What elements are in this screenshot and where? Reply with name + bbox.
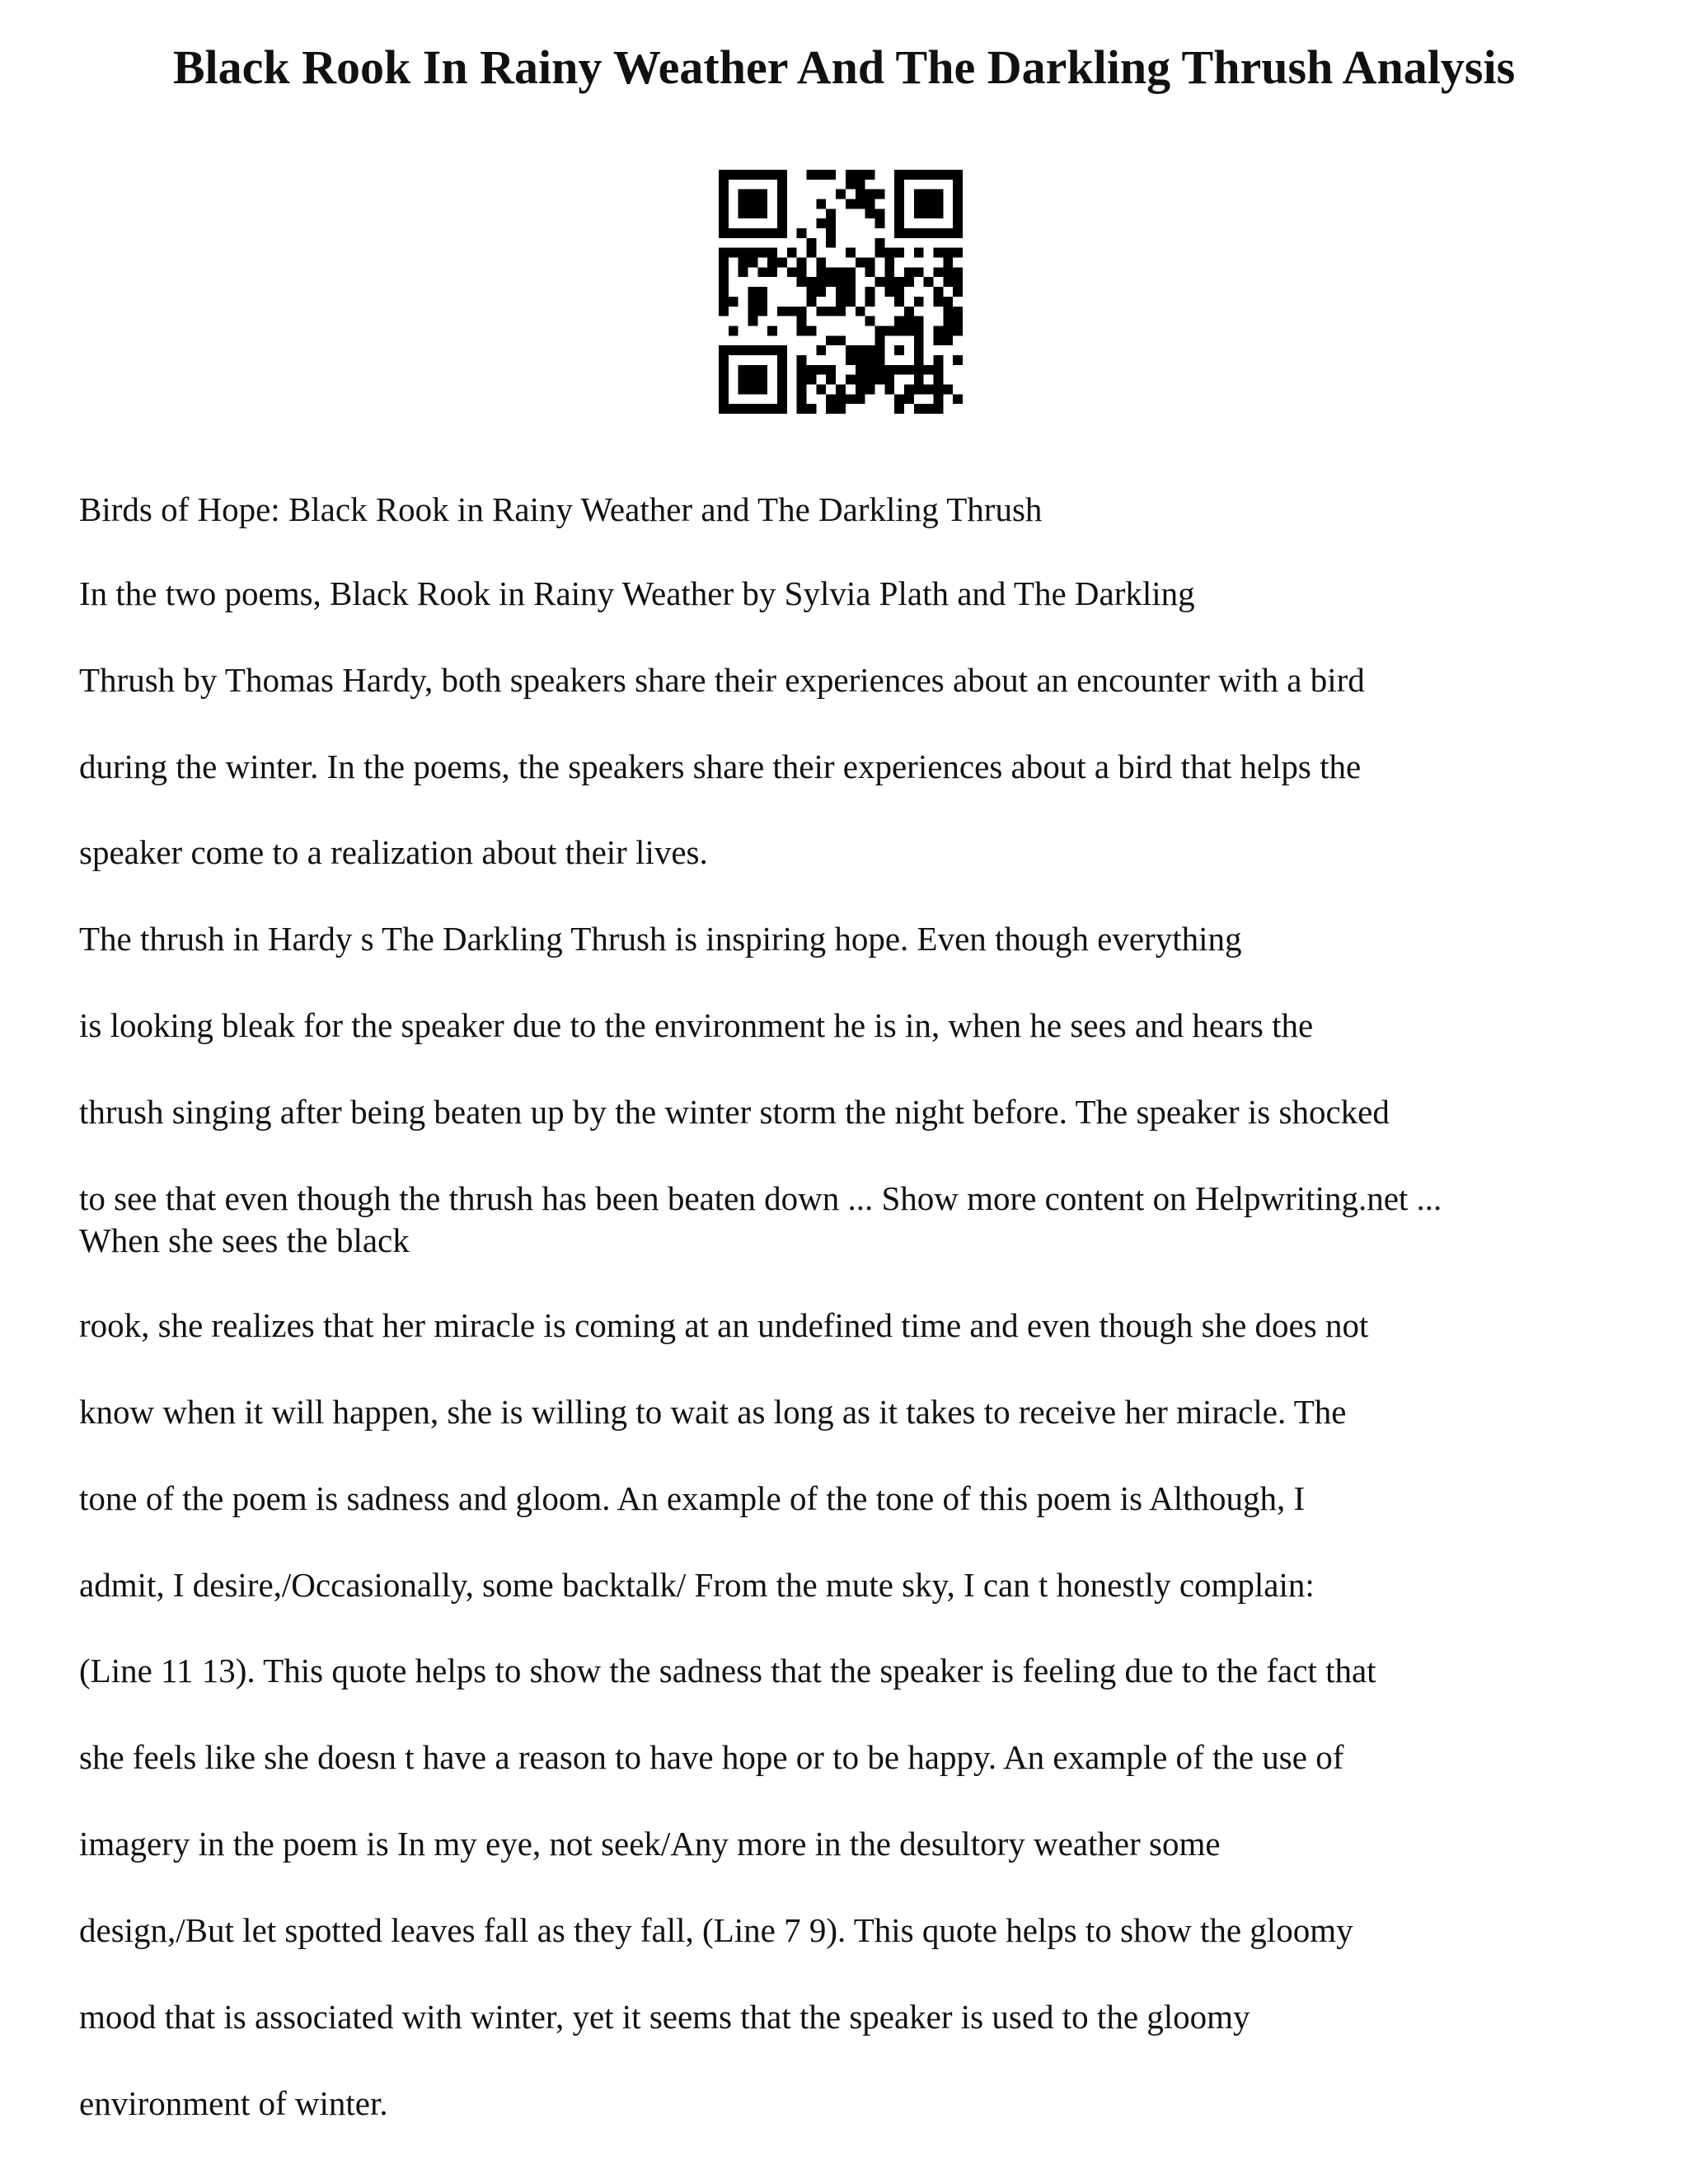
paragraph-line: during the winter. In the poems, the speakers share their experiences about a bird that helps the	[79, 748, 1362, 785]
paragraph-line: design,/But let spotted leaves fall as they fall, (Line 7 9). This quote helps to show the gloomy	[79, 1911, 1353, 1949]
paragraph-line: environment of winter.	[79, 2084, 388, 2122]
subtitle: Birds of Hope: Black Rook in Rainy Weather and The Darkling Thrush	[79, 490, 1043, 528]
document-title: Black Rook In Rainy Weather And The Darkling Thrush Analysis	[172, 40, 1516, 94]
paragraph-line: (Line 11 13). This quote helps to show the sadness that the speaker is feeling due to the fact that	[79, 1652, 1376, 1690]
qr-code-icon	[719, 170, 963, 414]
paragraph-line: know when it will happen, she is willing to wait as long as it takes to receive her miracle. The	[79, 1393, 1347, 1431]
paragraph-line: Thrush by Thomas Hardy, both speakers share their experiences about an encounter with a bird	[79, 661, 1365, 699]
paragraph-line: In the two poems, Black Rook in Rainy Weather by Sylvia Plath and The Darkling	[79, 574, 1195, 612]
qr-code-graphic	[719, 170, 963, 414]
paragraph-line: to see that even though the thrush has been beaten down ... Show more content on Helpwriting.net ...	[79, 1179, 1442, 1217]
paragraph-line: imagery in the poem is In my eye, not seek/Any more in the desultory weather some	[79, 1825, 1221, 1863]
paragraph-line: tone of the poem is sadness and gloom. An example of the tone of this poem is Although, I	[79, 1479, 1306, 1517]
paragraph-line: When she sees the black	[79, 1221, 410, 1259]
paragraph-line: speaker come to a realization about their lives.	[79, 833, 708, 871]
paragraph-line: is looking bleak for the speaker due to the environment he is in, when he sees and hears the	[79, 1006, 1314, 1044]
paragraph-line: admit, I desire,/Occasionally, some backtalk/ From the mute sky, I can t honestly complain:	[79, 1566, 1315, 1604]
paragraph-line: thrush singing after being beaten up by the winter storm the night before. The speaker is shocked	[79, 1093, 1390, 1131]
paragraph-line: she feels like she doesn t have a reason to have hope or to be happy. An example of the use of	[79, 1738, 1344, 1776]
paragraph-line: rook, she realizes that her miracle is coming at an undefined time and even though she does not	[79, 1306, 1369, 1344]
paragraph-line: The thrush in Hardy s The Darkling Thrush is inspiring hope. Even though everything	[79, 920, 1242, 958]
paragraph-line: mood that is associated with winter, yet it seems that the speaker is used to the gloomy	[79, 1998, 1250, 2036]
